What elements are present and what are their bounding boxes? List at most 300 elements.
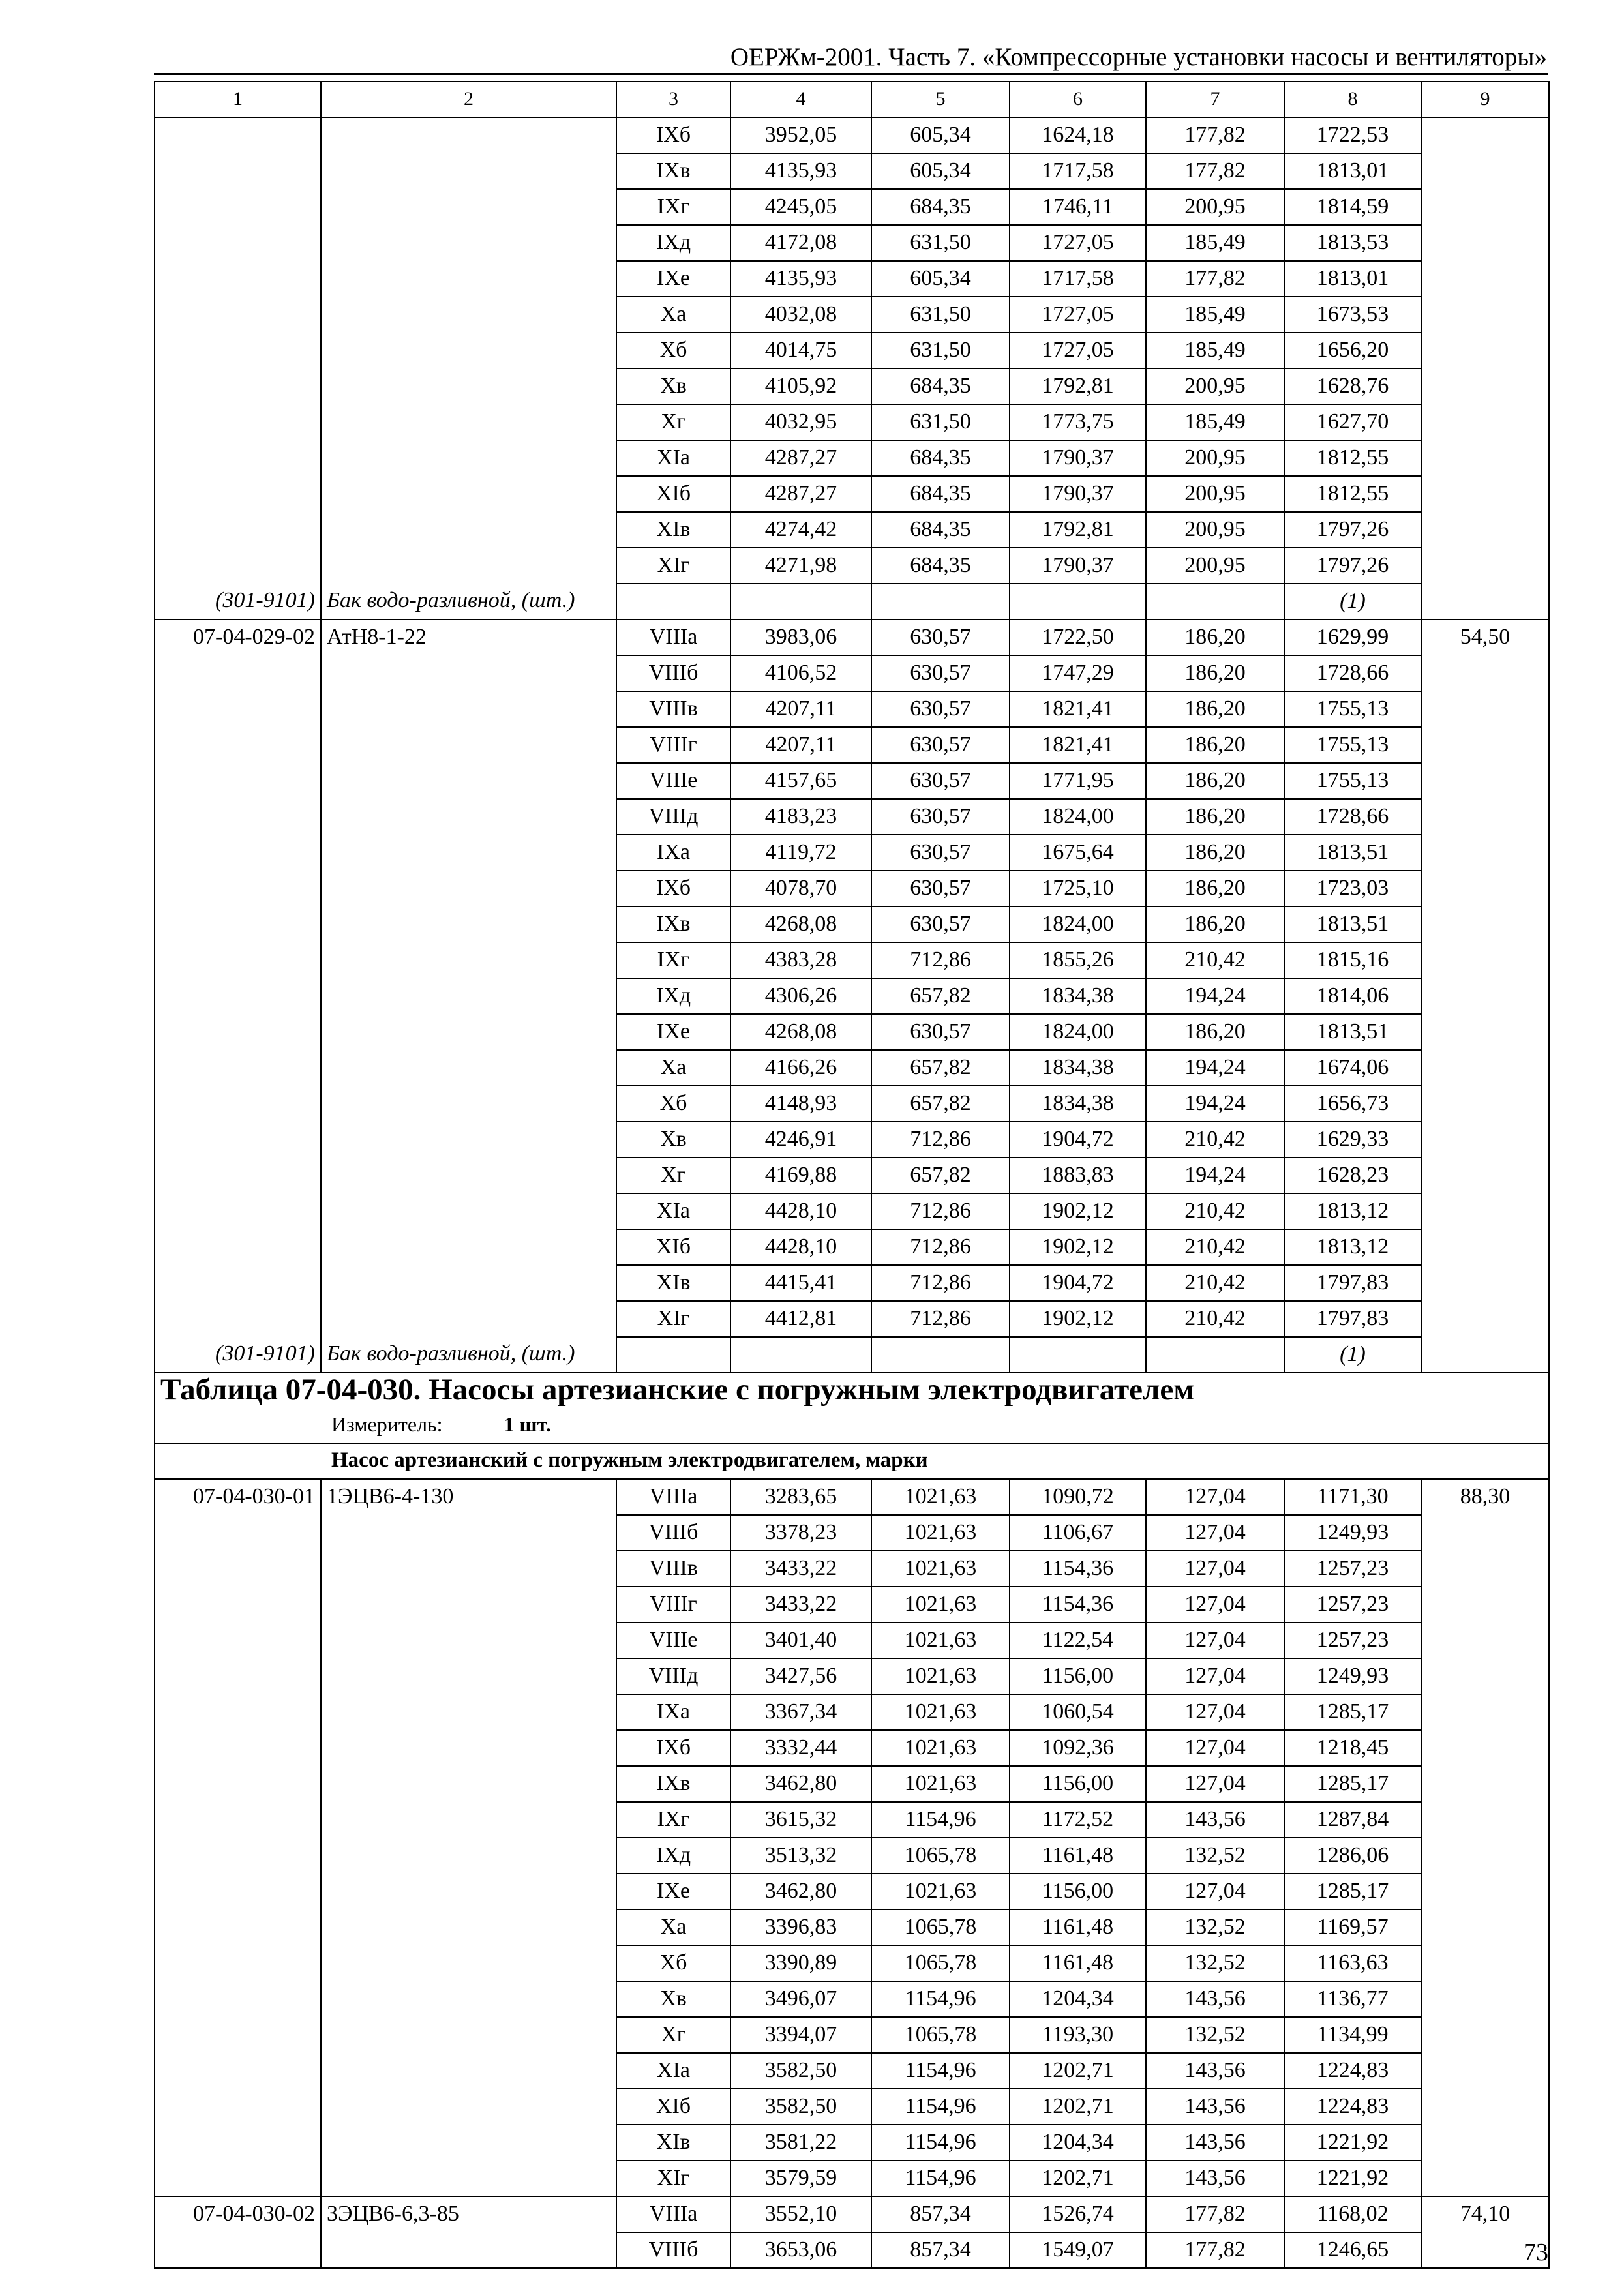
labor-rate: [1421, 440, 1549, 476]
table-row: [155, 906, 1549, 942]
item-code: [155, 655, 321, 691]
machine-cost: 1792,81: [1010, 512, 1146, 548]
labor-rate: 88,30: [1421, 1479, 1549, 1515]
materials-cost: 1813,51: [1284, 1014, 1421, 1050]
labor-rate: [1421, 1945, 1549, 1981]
direct-cost: 4207,11: [730, 727, 871, 763]
item-name: [321, 1874, 616, 1909]
operator-wages: 127,04: [1146, 1551, 1284, 1587]
machine-cost: 1773,75: [1010, 404, 1146, 440]
direct-cost: 4169,88: [730, 1158, 871, 1193]
machine-cost: 1156,00: [1010, 1766, 1146, 1802]
region-zone: IXб: [616, 871, 730, 906]
item-code: [155, 261, 321, 297]
labor-rate: [1421, 1265, 1549, 1301]
item-name: [321, 1587, 616, 1623]
table-row: [155, 763, 1549, 799]
materials-cost: 1246,65: [1284, 2232, 1421, 2268]
table-row: [155, 871, 1549, 906]
item-name: [321, 691, 616, 727]
operator-wages: 143,56: [1146, 1981, 1284, 2017]
operator-wages: 185,49: [1146, 225, 1284, 261]
item-name: 1ЭЦВ6-4-130: [321, 1479, 616, 1515]
materials-cost: 1812,55: [1284, 440, 1421, 476]
region-zone: IXд: [616, 225, 730, 261]
labor-rate: [1421, 117, 1549, 153]
direct-cost: 4032,08: [730, 297, 871, 333]
table-body: [155, 82, 1549, 2268]
item-name: [321, 117, 616, 153]
item-code: [155, 476, 321, 512]
labor-wages: 712,86: [871, 1193, 1010, 1229]
materials-cost: 1169,57: [1284, 1909, 1421, 1945]
labor-wages: 1021,63: [871, 1874, 1010, 1909]
labor-rate: [1421, 1766, 1549, 1802]
operator-wages: 200,95: [1146, 440, 1284, 476]
region-zone: XIв: [616, 2125, 730, 2161]
direct-cost: 4106,52: [730, 655, 871, 691]
table-row: [155, 1229, 1549, 1265]
region-zone: Xа: [616, 297, 730, 333]
machine-cost: 1154,36: [1010, 1551, 1146, 1587]
region-zone: IXб: [616, 117, 730, 153]
table-row: [155, 1158, 1549, 1193]
labor-wages: 684,35: [871, 440, 1010, 476]
item-name: [321, 225, 616, 261]
item-name: [321, 1802, 616, 1838]
table-row: [155, 2017, 1549, 2053]
region-zone: IXв: [616, 906, 730, 942]
item-code: [155, 297, 321, 333]
header-rule: [154, 73, 1548, 75]
labor-wages: 1154,96: [871, 2089, 1010, 2125]
materials-cost: 1813,12: [1284, 1229, 1421, 1265]
materials-cost: 1674,06: [1284, 1050, 1421, 1086]
item-code: [155, 942, 321, 978]
labor-wages: 684,35: [871, 189, 1010, 225]
materials-cost: 1286,06: [1284, 1838, 1421, 1874]
table-row: [155, 2053, 1549, 2089]
materials-cost: 1656,73: [1284, 1086, 1421, 1122]
column-number-row: [155, 82, 1549, 117]
item-name: [321, 1193, 616, 1229]
labor-rate: [1421, 1551, 1549, 1587]
item-name: [321, 1981, 616, 2017]
materials-cost: 1813,01: [1284, 153, 1421, 189]
labor-wages: 684,35: [871, 512, 1010, 548]
labor-rate: [1421, 297, 1549, 333]
labor-rate: [1421, 404, 1549, 440]
table-row: [155, 1193, 1549, 1229]
labor-wages: 1065,78: [871, 1838, 1010, 1874]
table-row: [155, 225, 1549, 261]
region-zone: Xа: [616, 1909, 730, 1945]
item-name: [321, 1265, 616, 1301]
labor-rate: [1421, 512, 1549, 548]
rates-table: [154, 81, 1550, 2269]
labor-wages: 684,35: [871, 548, 1010, 584]
item-code: [155, 835, 321, 871]
materials-cost: 1224,83: [1284, 2089, 1421, 2125]
machine-cost: 1161,48: [1010, 1945, 1146, 1981]
empty-cell: [1146, 584, 1284, 620]
labor-wages: 1065,78: [871, 1945, 1010, 1981]
table-row: [155, 1730, 1549, 1766]
labor-wages: 630,57: [871, 727, 1010, 763]
table-row: [155, 1802, 1549, 1838]
labor-wages: 1021,63: [871, 1623, 1010, 1658]
resource-note-row: [155, 1337, 1549, 1373]
table-row: [155, 1623, 1549, 1658]
region-zone: Xг: [616, 1158, 730, 1193]
table-row: [155, 942, 1549, 978]
region-zone: VIIIа: [616, 1479, 730, 1515]
table-row: [155, 189, 1549, 225]
labor-wages: 712,86: [871, 1265, 1010, 1301]
column-number: 7: [1146, 82, 1284, 117]
labor-rate: [1421, 261, 1549, 297]
table-row: [155, 261, 1549, 297]
table-row: [155, 2089, 1549, 2125]
operator-wages: 186,20: [1146, 691, 1284, 727]
direct-cost: 3427,56: [730, 1658, 871, 1694]
machine-cost: 1834,38: [1010, 1086, 1146, 1122]
labor-rate: [1421, 1730, 1549, 1766]
operator-wages: 194,24: [1146, 1158, 1284, 1193]
direct-cost: 4135,93: [730, 261, 871, 297]
machine-cost: 1727,05: [1010, 297, 1146, 333]
item-code: [155, 1086, 321, 1122]
region-zone: IXг: [616, 942, 730, 978]
direct-cost: 3433,22: [730, 1551, 871, 1587]
labor-wages: 712,86: [871, 942, 1010, 978]
operator-wages: 127,04: [1146, 1730, 1284, 1766]
region-zone: VIIIе: [616, 1623, 730, 1658]
direct-cost: 4166,26: [730, 1050, 871, 1086]
materials-cost: 1814,06: [1284, 978, 1421, 1014]
item-code: [155, 1587, 321, 1623]
region-zone: VIIIб: [616, 2232, 730, 2268]
region-zone: Xб: [616, 1945, 730, 1981]
item-code: [155, 225, 321, 261]
operator-wages: 186,20: [1146, 799, 1284, 835]
labor-rate: [1421, 1050, 1549, 1086]
table-row: [155, 1301, 1549, 1337]
table-row: [155, 620, 1549, 655]
column-number: 2: [321, 82, 616, 117]
item-name: [321, 942, 616, 978]
operator-wages: 186,20: [1146, 835, 1284, 871]
machine-cost: 1193,30: [1010, 2017, 1146, 2053]
region-zone: IXг: [616, 189, 730, 225]
labor-wages: 630,57: [871, 691, 1010, 727]
labor-wages: 657,82: [871, 1050, 1010, 1086]
labor-wages: 857,34: [871, 2232, 1010, 2268]
item-name: [321, 368, 616, 404]
resource-quantity: (1): [1284, 584, 1421, 620]
table-row: [155, 1945, 1549, 1981]
operator-wages: 186,20: [1146, 763, 1284, 799]
direct-cost: 4274,42: [730, 512, 871, 548]
direct-cost: 3952,05: [730, 117, 871, 153]
region-zone: IXд: [616, 978, 730, 1014]
labor-rate: [1421, 1694, 1549, 1730]
materials-cost: 1755,13: [1284, 727, 1421, 763]
labor-wages: 1021,63: [871, 1515, 1010, 1551]
region-zone: IXг: [616, 1802, 730, 1838]
measure-cell: [155, 1408, 1549, 1443]
labor-wages: 630,57: [871, 1014, 1010, 1050]
item-code: [155, 763, 321, 799]
region-zone: VIIIг: [616, 1587, 730, 1623]
operator-wages: 177,82: [1146, 2232, 1284, 2268]
item-code: [155, 691, 321, 727]
direct-cost: 3582,50: [730, 2089, 871, 2125]
empty-cell: [1421, 1337, 1549, 1373]
region-zone: Xб: [616, 333, 730, 368]
operator-wages: 186,20: [1146, 620, 1284, 655]
region-zone: VIIIа: [616, 2196, 730, 2232]
item-name: [321, 835, 616, 871]
materials-cost: 1287,84: [1284, 1802, 1421, 1838]
operator-wages: 210,42: [1146, 942, 1284, 978]
labor-rate: [1421, 1122, 1549, 1158]
item-name: [321, 476, 616, 512]
machine-cost: 1090,72: [1010, 1479, 1146, 1515]
item-name: [321, 1945, 616, 1981]
operator-wages: 186,20: [1146, 871, 1284, 906]
direct-cost: 3462,80: [730, 1874, 871, 1909]
item-name: [321, 1050, 616, 1086]
direct-cost: 4157,65: [730, 763, 871, 799]
region-zone: VIIIв: [616, 691, 730, 727]
labor-wages: 1154,96: [871, 2125, 1010, 2161]
empty-cell: [616, 1337, 730, 1373]
item-name: [321, 1730, 616, 1766]
item-name: [321, 1014, 616, 1050]
labor-wages: 630,57: [871, 835, 1010, 871]
item-name: [321, 1658, 616, 1694]
empty-cell: [1146, 1337, 1284, 1373]
labor-wages: 712,86: [871, 1229, 1010, 1265]
labor-wages: 657,82: [871, 1158, 1010, 1193]
direct-cost: 3378,23: [730, 1515, 871, 1551]
region-zone: XIа: [616, 440, 730, 476]
machine-cost: 1060,54: [1010, 1694, 1146, 1730]
labor-rate: [1421, 871, 1549, 906]
machine-cost: 1902,12: [1010, 1229, 1146, 1265]
labor-wages: 857,34: [871, 2196, 1010, 2232]
item-name: [321, 2089, 616, 2125]
resource-name: Бак водо-разливной, (шт.): [321, 1337, 616, 1373]
region-zone: XIв: [616, 512, 730, 548]
item-name: [321, 727, 616, 763]
materials-cost: 1224,83: [1284, 2053, 1421, 2089]
item-name: [321, 763, 616, 799]
direct-cost: 3394,07: [730, 2017, 871, 2053]
item-name: [321, 1301, 616, 1337]
machine-cost: 1824,00: [1010, 1014, 1146, 1050]
materials-cost: 1722,53: [1284, 117, 1421, 153]
direct-cost: 3367,34: [730, 1694, 871, 1730]
machine-cost: 1154,36: [1010, 1587, 1146, 1623]
item-code: [155, 2089, 321, 2125]
materials-cost: 1629,33: [1284, 1122, 1421, 1158]
operator-wages: 127,04: [1146, 1623, 1284, 1658]
machine-cost: 1792,81: [1010, 368, 1146, 404]
direct-cost: 3615,32: [730, 1802, 871, 1838]
labor-wages: 605,34: [871, 153, 1010, 189]
materials-cost: 1813,12: [1284, 1193, 1421, 1229]
labor-rate: 54,50: [1421, 620, 1549, 655]
labor-wages: 1021,63: [871, 1766, 1010, 1802]
empty-cell: [1010, 584, 1146, 620]
machine-cost: 1834,38: [1010, 1050, 1146, 1086]
labor-rate: [1421, 153, 1549, 189]
labor-rate: [1421, 189, 1549, 225]
table-row: [155, 799, 1549, 835]
item-name: [321, 2232, 616, 2268]
item-code: [155, 1838, 321, 1874]
item-code: [155, 1193, 321, 1229]
materials-cost: 1257,23: [1284, 1551, 1421, 1587]
materials-cost: 1257,23: [1284, 1623, 1421, 1658]
region-zone: IXв: [616, 153, 730, 189]
direct-cost: 4135,93: [730, 153, 871, 189]
table-row: [155, 1515, 1549, 1551]
item-name: [321, 2161, 616, 2196]
operator-wages: 177,82: [1146, 117, 1284, 153]
machine-cost: 1821,41: [1010, 691, 1146, 727]
labor-rate: [1421, 763, 1549, 799]
labor-rate: [1421, 1838, 1549, 1874]
labor-rate: [1421, 1515, 1549, 1551]
direct-cost: 4148,93: [730, 1086, 871, 1122]
table-row: [155, 1658, 1549, 1694]
operator-wages: 194,24: [1146, 978, 1284, 1014]
machine-cost: 1790,37: [1010, 440, 1146, 476]
materials-cost: 1628,23: [1284, 1158, 1421, 1193]
labor-rate: [1421, 1587, 1549, 1623]
materials-cost: 1813,53: [1284, 225, 1421, 261]
item-name: [321, 1158, 616, 1193]
item-code: [155, 1301, 321, 1337]
item-code: [155, 2161, 321, 2196]
labor-rate: [1421, 2161, 1549, 2196]
machine-cost: 1902,12: [1010, 1301, 1146, 1337]
table-row: [155, 1981, 1549, 2017]
labor-rate: [1421, 1802, 1549, 1838]
materials-cost: 1755,13: [1284, 763, 1421, 799]
operator-wages: 177,82: [1146, 153, 1284, 189]
materials-cost: 1815,16: [1284, 942, 1421, 978]
labor-wages: 1021,63: [871, 1551, 1010, 1587]
direct-cost: 4287,27: [730, 440, 871, 476]
item-code: [155, 2017, 321, 2053]
empty-cell: [871, 1337, 1010, 1373]
direct-cost: 3496,07: [730, 1981, 871, 2017]
machine-cost: 1106,67: [1010, 1515, 1146, 1551]
operator-wages: 194,24: [1146, 1050, 1284, 1086]
resource-quantity: (1): [1284, 1337, 1421, 1373]
labor-rate: [1421, 1623, 1549, 1658]
labor-rate: [1421, 978, 1549, 1014]
measure-row: [155, 1408, 1549, 1443]
region-zone: IXе: [616, 261, 730, 297]
resource-code: (301-9101): [155, 1337, 321, 1373]
table-row: [155, 1122, 1549, 1158]
labor-wages: 630,57: [871, 871, 1010, 906]
table-row: [155, 691, 1549, 727]
operator-wages: 194,24: [1146, 1086, 1284, 1122]
machine-cost: 1156,00: [1010, 1874, 1146, 1909]
labor-wages: 1065,78: [871, 2017, 1010, 2053]
item-name: [321, 1694, 616, 1730]
direct-cost: 4245,05: [730, 189, 871, 225]
region-zone: IXе: [616, 1874, 730, 1909]
machine-cost: 1092,36: [1010, 1730, 1146, 1766]
item-code: [155, 1802, 321, 1838]
region-zone: VIIIа: [616, 620, 730, 655]
region-zone: VIIIд: [616, 799, 730, 835]
labor-rate: [1421, 2017, 1549, 2053]
region-zone: XIб: [616, 2089, 730, 2125]
item-name: [321, 978, 616, 1014]
page-number: 73: [1524, 2239, 1548, 2266]
materials-cost: 1249,93: [1284, 1515, 1421, 1551]
item-name: [321, 512, 616, 548]
machine-cost: 1161,48: [1010, 1838, 1146, 1874]
column-number: 4: [730, 82, 871, 117]
operator-wages: 143,56: [1146, 2053, 1284, 2089]
region-zone: XIг: [616, 2161, 730, 2196]
operator-wages: 132,52: [1146, 2017, 1284, 2053]
labor-wages: 631,50: [871, 404, 1010, 440]
labor-rate: [1421, 727, 1549, 763]
machine-cost: 1746,11: [1010, 189, 1146, 225]
labor-wages: 1154,96: [871, 1981, 1010, 2017]
direct-cost: 4268,08: [730, 1014, 871, 1050]
direct-cost: 4306,26: [730, 978, 871, 1014]
measure-label: Измеритель:: [331, 1413, 443, 1436]
table-row: [155, 153, 1549, 189]
operator-wages: 127,04: [1146, 1766, 1284, 1802]
labor-wages: 630,57: [871, 763, 1010, 799]
item-name: [321, 1229, 616, 1265]
machine-cost: 1855,26: [1010, 942, 1146, 978]
operator-wages: 210,42: [1146, 1265, 1284, 1301]
machine-cost: 1204,34: [1010, 1981, 1146, 2017]
direct-cost: 3390,89: [730, 1945, 871, 1981]
item-name: АтН8-1-22: [321, 620, 616, 655]
operator-wages: 185,49: [1146, 404, 1284, 440]
item-name: [321, 297, 616, 333]
labor-rate: [1421, 333, 1549, 368]
direct-cost: 4383,28: [730, 942, 871, 978]
item-name: [321, 655, 616, 691]
table-row: [155, 404, 1549, 440]
table-row: [155, 978, 1549, 1014]
direct-cost: 3579,59: [730, 2161, 871, 2196]
machine-cost: 1821,41: [1010, 727, 1146, 763]
item-name: 3ЭЦВ6-6,3-85: [321, 2196, 616, 2232]
item-code: [155, 548, 321, 584]
item-name: [321, 261, 616, 297]
region-zone: Xг: [616, 2017, 730, 2053]
direct-cost: 3653,06: [730, 2232, 871, 2268]
labor-rate: [1421, 225, 1549, 261]
empty-cell: [616, 584, 730, 620]
